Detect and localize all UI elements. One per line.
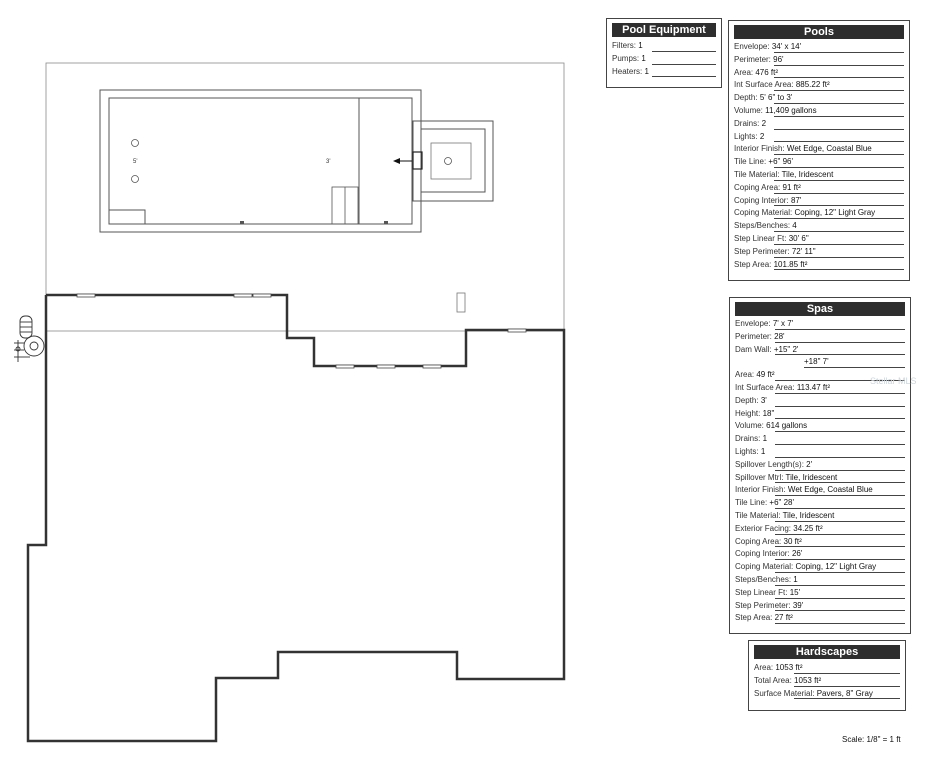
spec-row	[735, 523, 905, 536]
spec-value: 39'	[792, 600, 804, 610]
spec-value: Wet Edge, Coastal Blue	[787, 485, 873, 495]
spec-row	[734, 92, 904, 105]
spec-label: Perimeter:	[734, 54, 771, 64]
pools-rows	[729, 41, 909, 271]
spec-row	[735, 446, 905, 459]
spec-value: 30' 6"	[788, 233, 809, 243]
spec-value: 614 gallons	[766, 421, 808, 431]
spec-row	[735, 574, 905, 587]
spec-row	[734, 156, 904, 169]
spec-value: 11,409 gallons	[765, 105, 817, 115]
spec-value: 1	[638, 41, 643, 50]
spec-row	[735, 561, 905, 574]
equipment-pad-icon	[14, 316, 44, 362]
spec-label: Int Surface Area:	[735, 382, 795, 392]
spec-label: Total Area:	[754, 675, 792, 685]
window	[234, 294, 252, 297]
spec-row	[754, 688, 900, 701]
spec-row	[734, 195, 904, 208]
spec-label: Surface Material:	[754, 688, 815, 698]
spec-row	[735, 433, 905, 446]
pool-equipment-rows	[607, 40, 721, 78]
spa-drain	[445, 158, 452, 165]
spec-label: Coping Material:	[735, 562, 794, 572]
spec-row	[735, 472, 905, 485]
spec-value: 30 ft²	[783, 536, 802, 546]
spec-label: Steps/Benches:	[734, 221, 791, 231]
spec-label: Area:	[735, 370, 755, 380]
pool-shallow-depth-label: 3'	[326, 159, 331, 165]
pool-equipment-title: Pool Equipment	[612, 23, 716, 37]
spec-label: Coping Interior:	[735, 549, 790, 559]
spas-panel	[729, 297, 911, 634]
spec-row	[735, 344, 905, 357]
spec-value: Wet Edge, Coastal Blue	[786, 144, 872, 154]
spec-value: +6" 28'	[769, 498, 795, 508]
spec-label: Step Linear Ft:	[734, 233, 787, 243]
spec-label: Coping Interior:	[734, 195, 789, 205]
spec-value: 7' x 7'	[772, 319, 794, 328]
pool-coping	[100, 90, 421, 232]
spec-label: Envelope:	[734, 42, 770, 51]
spec-row	[734, 143, 904, 156]
spec-row	[734, 54, 904, 67]
spec-value: 96'	[773, 54, 784, 64]
spec-value: 113.47 ft²	[796, 382, 831, 392]
spec-row	[734, 182, 904, 195]
spec-row	[735, 548, 905, 561]
spec-row	[612, 53, 716, 66]
spec-value: Tile, Iridescent	[782, 510, 835, 520]
spec-label: Tile Line:	[735, 498, 768, 508]
deck-outline	[46, 63, 564, 331]
spillover-arrow-head	[393, 158, 400, 164]
spec-label: Drains:	[734, 118, 760, 128]
spec-value: 87'	[790, 195, 802, 205]
spec-row	[804, 356, 905, 369]
spec-label: Int Surface Area:	[734, 80, 794, 90]
spec-row	[734, 207, 904, 220]
spec-label: Step Area:	[735, 613, 773, 623]
spec-value: 2	[761, 118, 767, 128]
window	[377, 365, 395, 368]
spec-value: 18"	[762, 408, 775, 418]
spec-value: Coping, 12" Light Gray	[794, 208, 876, 218]
spec-label: Coping Area:	[735, 536, 782, 546]
spec-label: Depth:	[734, 93, 758, 103]
spec-value: 72' 11"	[791, 246, 816, 256]
spec-row	[734, 220, 904, 233]
spec-row	[735, 420, 905, 433]
hardscapes-rows	[749, 662, 905, 700]
spec-value: Coping, 12" Light Gray	[795, 562, 877, 572]
spa-bench	[431, 143, 471, 179]
spec-value: 1053 ft²	[794, 675, 822, 685]
spec-label: Volume:	[734, 105, 763, 115]
spec-label: Area:	[734, 67, 754, 77]
spec-row	[735, 510, 905, 523]
spec-row	[754, 675, 900, 688]
spec-row	[734, 169, 904, 182]
spec-label: Envelope:	[735, 319, 771, 328]
spec-value: 101.85 ft²	[773, 259, 808, 269]
window	[508, 329, 526, 332]
spec-row	[735, 600, 905, 613]
spec-row	[734, 118, 904, 131]
spec-label: Interior Finish:	[735, 485, 786, 495]
pool-interior	[109, 98, 412, 224]
spec-label: Exterior Facing:	[735, 523, 792, 533]
spec-label: Dam Wall:	[735, 344, 772, 354]
spec-label: Tile Line:	[734, 157, 767, 167]
spec-value: 4	[792, 221, 797, 231]
spec-value: 34.25 ft²	[793, 523, 823, 533]
spec-label: Filters:	[612, 41, 636, 50]
spas-rows	[730, 318, 910, 625]
pool-drain	[132, 176, 139, 183]
hardscapes-panel	[748, 640, 906, 711]
spec-row	[735, 395, 905, 408]
spec-value: +15" 2'	[773, 344, 799, 354]
spec-value: 2'	[806, 459, 813, 469]
hardscapes-title: Hardscapes	[754, 645, 900, 659]
house-outline	[28, 295, 564, 741]
spec-label: Tile Material:	[734, 169, 780, 179]
spec-label: Coping Material:	[734, 208, 793, 218]
spec-value: 34' x 14'	[771, 42, 802, 51]
pool-light	[240, 221, 244, 224]
watermark-text: Stellar MLS	[870, 376, 917, 386]
spec-row	[734, 105, 904, 118]
spec-row	[734, 233, 904, 246]
pool-deep-depth-label: 5'	[133, 159, 138, 165]
pools-title: Pools	[734, 25, 904, 39]
spec-value: 5' 6" to 3'	[759, 93, 793, 103]
spec-row	[735, 459, 905, 472]
spec-label: Spillover Length(s):	[735, 459, 804, 469]
spec-label: Tile Material:	[735, 510, 781, 520]
spec-label: Volume:	[735, 421, 764, 431]
deck-drain	[457, 293, 465, 312]
spec-value: 1	[644, 66, 649, 76]
spec-label: Heaters:	[612, 66, 643, 76]
spa-coping	[413, 121, 493, 201]
spec-value: 49 ft²	[756, 370, 775, 380]
spec-label: Step Area:	[734, 259, 772, 269]
spec-value: +18" 7'	[804, 357, 829, 367]
spec-row	[612, 66, 716, 79]
scale-label: Scale: 1/8" = 1 ft	[842, 735, 901, 744]
spec-label: Drains:	[735, 434, 761, 444]
spec-value: +6" 96'	[768, 157, 794, 167]
spec-label: Spillover Mtrl:	[735, 472, 784, 482]
spec-row	[734, 67, 904, 80]
spec-value: 1	[793, 574, 798, 584]
spec-value: 91 ft²	[782, 182, 801, 192]
spec-value: 885.22 ft²	[795, 80, 830, 90]
spec-value: 1053 ft²	[775, 663, 803, 672]
spas-title: Spas	[735, 302, 905, 316]
spec-row	[734, 246, 904, 259]
spec-label: Step Perimeter:	[735, 600, 791, 610]
spec-label: Step Linear Ft:	[735, 587, 788, 597]
spec-value: 26'	[791, 549, 803, 559]
spec-label: Height:	[735, 408, 761, 418]
spec-value: Tile, Iridescent	[785, 472, 838, 482]
window	[77, 294, 95, 297]
spec-label: Coping Area:	[734, 182, 781, 192]
window	[253, 294, 271, 297]
spec-label: Pumps:	[612, 53, 640, 63]
spec-value: 28'	[774, 331, 785, 341]
spec-row	[735, 484, 905, 497]
pools-panel	[728, 20, 910, 281]
spec-value: 1	[760, 446, 766, 456]
spec-row	[734, 41, 904, 54]
spec-value: 15'	[789, 587, 801, 597]
spec-row	[734, 131, 904, 144]
spec-row	[735, 331, 905, 344]
spec-row	[754, 662, 900, 675]
spec-row	[735, 536, 905, 549]
spec-row	[612, 40, 716, 53]
spec-value: 1	[641, 53, 646, 63]
spec-row	[734, 259, 904, 272]
spec-label: Lights:	[735, 446, 759, 456]
pool-light	[384, 221, 388, 224]
window	[423, 365, 441, 368]
spec-label: Interior Finish:	[734, 144, 785, 154]
spec-value: 27 ft²	[774, 613, 793, 623]
pool-drain	[132, 140, 139, 147]
spec-row	[735, 318, 905, 331]
spec-value: 3'	[760, 395, 767, 405]
window	[336, 365, 354, 368]
spec-row	[735, 612, 905, 625]
pool-bench	[109, 210, 145, 224]
pool-equipment-panel	[606, 18, 722, 88]
spec-row	[735, 408, 905, 421]
spec-label: Step Perimeter:	[734, 246, 790, 256]
spec-value: Pavers, 8" Gray	[816, 688, 873, 698]
spec-value: 476 ft²	[755, 67, 779, 77]
spec-value: 2	[759, 131, 765, 141]
spec-label: Steps/Benches:	[735, 574, 792, 584]
spec-value: 1	[762, 434, 768, 444]
spec-value: Tile, Iridescent	[781, 169, 834, 179]
spec-label: Area:	[754, 663, 774, 672]
spec-row	[735, 497, 905, 510]
spec-row	[735, 587, 905, 600]
spec-label: Perimeter:	[735, 331, 772, 341]
spec-label: Lights:	[734, 131, 758, 141]
spec-row	[734, 79, 904, 92]
spec-label: Depth:	[735, 395, 759, 405]
